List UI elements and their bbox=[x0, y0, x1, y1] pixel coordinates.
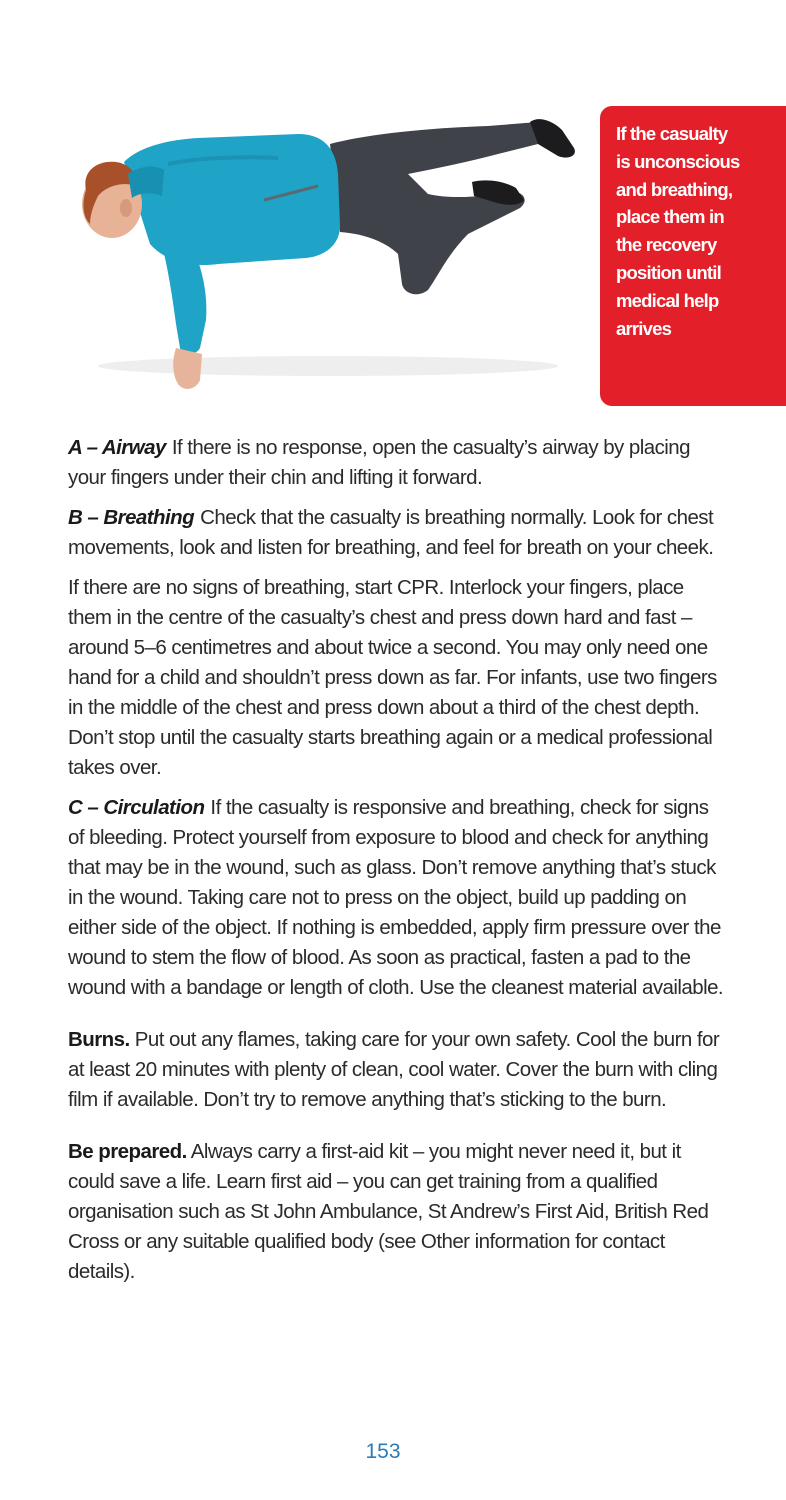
page-number: 153 bbox=[365, 1440, 401, 1463]
main-content bbox=[68, 433, 728, 1297]
callout-text: If the casualty is unconscious and breathing, place them in the recovery position until medical help arrives bbox=[616, 123, 740, 339]
breathing-heading: B – Breathing bbox=[68, 506, 195, 529]
jacket-torso bbox=[124, 134, 340, 265]
airway-paragraph bbox=[68, 433, 728, 493]
airway-text: If there is no response, open the casualty’s airway by placing your fingers under their chin and lifting it forward. bbox=[68, 436, 691, 489]
breathing-paragraph bbox=[68, 503, 728, 563]
prepared-text: Always carry a first-aid kit – you might never need it, but it could save a life. Learn first aid – you can get training from a qualified organisation such as St John Ambulance, St Andrew’s First Aid, British Red Cross or any suitable qualified body (see Other information for contact details). bbox=[68, 1140, 709, 1283]
shoe-upper bbox=[530, 119, 575, 157]
breathing-text: Check that the casualty is breathing normally. Look for chest movements, look and listen for breathing, and feel for breath on your cheek. bbox=[68, 506, 714, 559]
trousers-shape bbox=[330, 122, 551, 294]
circulation-text: If the casualty is responsive and breathing, check for signs of bleeding. Protect yourself from exposure to blood and check for anything that may be in the wound, such as glass. Don’t remove anything that’s stuck in the wound. Taking care not to press on the object, build up padding on either side of the object. If nothing is embedded, apply firm pressure over the wound to stem the flow of blood. As soon as practical, fasten a pad to the wound with a bandage or length of cloth. Use the cleanest material available. bbox=[68, 796, 724, 999]
burns-heading: Burns. bbox=[68, 1028, 130, 1051]
airway-heading: A – Airway bbox=[68, 436, 166, 459]
cpr-paragraph bbox=[68, 573, 728, 783]
burns-text: Put out any flames, taking care for your own safety. Cool the burn for at least 20 minutes with plenty of clean, cool water. Cover the burn with cling film if available. Don’t try to remove anything that’s sticking to the burn. bbox=[68, 1028, 720, 1111]
cpr-text: If there are no signs of breathing, start CPR. Interlock your fingers, place them in the centre of the casualty’s chest and press down hard and fast – around 5–6 centimetres and about twice a second. You may only need one hand for a child and shouldn’t press down as far. For infants, use two fingers in the middle of the chest and press down about a third of the chest depth. Don’t stop until the casualty starts breathing again or a medical professional takes over. bbox=[68, 576, 717, 779]
recovery-position-photo bbox=[68, 104, 600, 408]
prepared-paragraph bbox=[68, 1137, 728, 1287]
prepared-heading: Be prepared. bbox=[68, 1140, 187, 1163]
callout-box bbox=[600, 106, 786, 406]
circulation-paragraph bbox=[68, 793, 728, 1003]
circulation-heading: C – Circulation bbox=[68, 796, 205, 819]
burns-paragraph bbox=[68, 1025, 728, 1115]
hand bbox=[173, 348, 202, 389]
